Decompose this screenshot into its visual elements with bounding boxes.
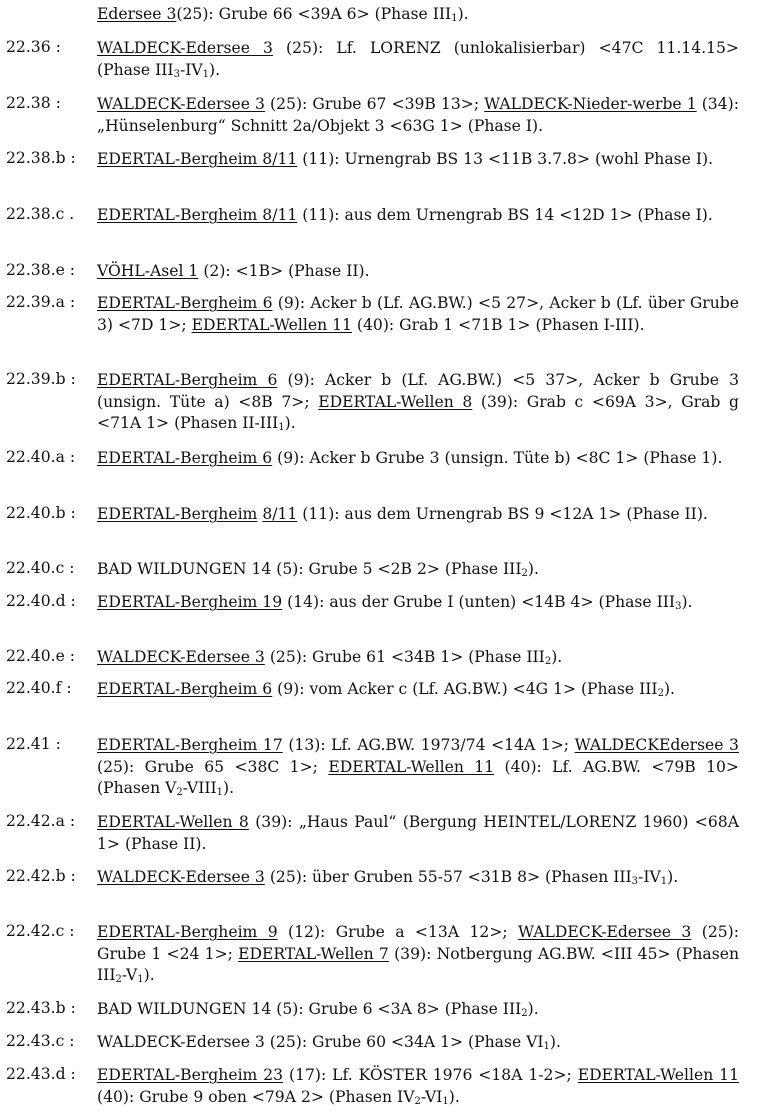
text-segment: (9): Acker b (Lf. AG.BW.) <5 27>, Acker b (Lf. über Grube 3) <7D 1>; xyxy=(97,294,739,334)
phase-subscript: 2 xyxy=(521,568,528,579)
entry-number: 22.39.a : xyxy=(6,293,76,311)
text-segment: BAD WILDUNGEN 14 (5): Grube 6 <3A 8> (Phase III xyxy=(97,1000,522,1018)
text-segment: ). xyxy=(143,966,155,984)
phase-subscript: 1 xyxy=(442,1095,449,1107)
text-segment: (9): Acker b (Lf. AG.BW.) <5 37>, Acker b Grube 3 (unsign. Tüte a) <8B 7>; xyxy=(97,371,739,411)
text-segment: (40): Grube 9 oben <79A 2> (Phasen IV xyxy=(97,1087,415,1106)
site-reference: EDERTAL-Wellen 11 xyxy=(577,1066,739,1084)
phase-subscript: 2 xyxy=(521,1008,528,1019)
text-segment: ). xyxy=(209,60,221,79)
text-segment: (11): aus dem Urnengrab BS 9 <12A 1> (Phase II). xyxy=(297,505,708,523)
entry-text xyxy=(97,592,739,614)
text-segment: (14): aus der Grube I (unten) <14B 4> (Phase III xyxy=(282,593,676,611)
phase-subscript: 2 xyxy=(176,787,183,798)
entry-number: 22.40.e : xyxy=(6,647,76,665)
entry-number: 22.43.d : xyxy=(6,1065,76,1083)
text-segment: (11): Urnengrab BS 13 <11B 3.7.8> (wohl Phase I). xyxy=(297,150,714,168)
entry-number: 22.42.a : xyxy=(6,812,76,830)
entry-number: 22.38.c . xyxy=(6,205,75,223)
entry-text xyxy=(97,1065,739,1108)
entry-text xyxy=(97,504,739,526)
entry-number: 22.40.c : xyxy=(6,559,75,577)
text-segment: -IV xyxy=(179,60,203,79)
entry-text xyxy=(97,4,739,26)
site-reference: VÖHL-Asel 1 xyxy=(97,262,199,280)
text-segment: (25): Lf. LORENZ (unlokalisierbar) <47C 11.14.15> (Phase III xyxy=(97,39,739,79)
entry-number: 22.40.f : xyxy=(6,679,72,697)
site-reference: EDERTAL-Bergheim xyxy=(97,505,258,523)
text-segment: WALDECK-Edersee 3 (25): Grube 60 <34A 1> (Phase VI xyxy=(97,1033,544,1051)
text-segment: (17): Lf. KÖSTER 1976 <18A 1-2>; xyxy=(283,1066,578,1084)
site-reference: EDERTAL-Bergheim 6 xyxy=(97,680,273,698)
site-reference: EDERTAL-Bergheim 9 xyxy=(97,923,278,941)
site-reference: EDERTAL-Wellen 8 xyxy=(318,392,473,411)
site-reference: Edersee 3 xyxy=(97,5,177,23)
text-segment: (40): Lf. AG.BW. <79B 10> (Phasen V xyxy=(97,757,739,797)
site-reference: EDERTAL-Bergheim 6 xyxy=(97,294,273,312)
entry-text xyxy=(97,149,739,171)
phase-subscript: 2 xyxy=(544,656,552,667)
phase-subscript: 3 xyxy=(173,68,180,80)
entry-number: 22.39.b : xyxy=(6,370,76,388)
entry-number: 22.38 : xyxy=(6,94,61,112)
entry-text xyxy=(97,812,739,855)
entry-number: 22.42.c : xyxy=(6,922,75,940)
site-reference: EDERTAL-Wellen 7 xyxy=(238,944,389,963)
entry-text xyxy=(97,1032,739,1054)
site-reference: EDERTAL-Bergheim 6 xyxy=(97,371,278,389)
phase-subscript: 1 xyxy=(216,787,224,798)
entry-number: 22.40.b : xyxy=(6,504,76,522)
text-segment: ). xyxy=(549,1033,561,1051)
text-segment: (11): aus dem Urnengrab BS 14 <12D 1> (Phase I). xyxy=(297,206,713,224)
entry-number: 22.42.b : xyxy=(6,867,76,885)
text-segment: -VIII xyxy=(182,779,217,797)
text-segment: (25): Grube 65 <38C 1>; xyxy=(97,757,329,776)
text-segment: (2): <1B> (Phase II). xyxy=(198,262,370,280)
entry-text xyxy=(97,448,739,470)
phase-subscript: 2 xyxy=(115,974,122,985)
entry-text xyxy=(97,205,739,227)
entry-text xyxy=(97,293,739,336)
text-segment: (39): Notbergung AG.BW. <III 45> (Phasen III xyxy=(97,944,739,984)
text-segment: (39): Grab c <69A 3>, Grab g <71A 1> (Phasen II-III xyxy=(97,392,739,432)
phase-subscript: 2 xyxy=(657,688,664,699)
phase-subscript: 1 xyxy=(137,974,144,985)
text-segment: (40): Grab 1 <71B 1> (Phasen I-III). xyxy=(351,315,645,334)
entry-text xyxy=(97,735,739,800)
text-segment: (12): Grube a <13A 12>; xyxy=(277,923,519,941)
text-segment: -IV xyxy=(638,868,661,886)
text-segment: (13): Lf. AG.BW. 1973/74 <14A 1>; xyxy=(282,736,575,754)
site-reference: WALDECKEdersee 3 xyxy=(574,736,739,754)
text-segment: (25): Grube 67 <39B 13>; xyxy=(264,95,485,113)
entry-number: 22.41 : xyxy=(6,735,61,753)
text-segment: ). xyxy=(681,593,693,611)
text-segment: (25): Grube 61 <34B 1> (Phase III xyxy=(264,648,545,666)
site-reference: 8/11 xyxy=(262,505,298,523)
phase-subscript: 1 xyxy=(543,1041,550,1052)
site-reference: EDERTAL-Wellen 11 xyxy=(328,757,495,776)
entry-number: 22.43.b : xyxy=(6,999,76,1017)
text-segment: ). xyxy=(527,1000,539,1018)
site-reference: WALDECK-Edersee 3 xyxy=(97,95,265,113)
text-segment: -V xyxy=(121,966,138,984)
site-reference: EDERTAL-Bergheim 17 xyxy=(97,736,283,754)
entry-text xyxy=(97,370,739,435)
text-segment: (25): über Gruben 55-57 <31B 8> (Phasen III xyxy=(264,868,632,886)
entry-number: 22.40.d : xyxy=(6,592,76,610)
site-reference: EDERTAL-Bergheim 19 xyxy=(97,593,283,611)
text-segment: (25): Grube 1 <24 1>; xyxy=(97,923,739,963)
phase-subscript: 1 xyxy=(202,68,210,80)
phase-subscript: 3 xyxy=(675,601,682,612)
entry-text xyxy=(97,261,739,283)
phase-subscript: 1 xyxy=(278,422,285,433)
phase-subscript: 1 xyxy=(660,876,668,887)
site-reference: EDERTAL-Wellen 8 xyxy=(97,813,249,831)
site-reference: EDERTAL-Wellen 11 xyxy=(191,315,352,334)
site-reference: EDERTAL-Bergheim 23 xyxy=(97,1066,284,1084)
text-segment: (39): „Haus Paul“ (Bergung HEINTEL/LORENZ 1960) <68A 1> (Phase II). xyxy=(97,813,739,853)
text-segment: ). xyxy=(457,5,469,23)
entry-number: 22.38.e : xyxy=(6,261,76,279)
entry-text xyxy=(97,922,739,987)
text-segment: ). xyxy=(448,1087,460,1106)
text-segment: ). xyxy=(284,414,296,432)
entry-text xyxy=(97,38,739,81)
site-reference: WALDECK-Edersee 3 xyxy=(518,923,692,941)
phase-subscript: 1 xyxy=(451,13,458,24)
entry-number: 22.36 : xyxy=(6,38,61,56)
text-segment: (34): „Hünselenburg“ Schnitt 2a/Objekt 3 <63G 1> (Phase I). xyxy=(97,95,739,135)
text-segment: ). xyxy=(223,779,235,797)
phase-subscript: 3 xyxy=(631,876,639,887)
text-segment: ). xyxy=(667,868,679,886)
text-segment: ). xyxy=(663,680,675,698)
entry-number: 22.38.b : xyxy=(6,149,76,167)
entry-text xyxy=(97,679,739,701)
text-segment: (9): vom Acker c (Lf. AG.BW.) <4G 1> (Phase III xyxy=(272,680,658,698)
phase-subscript: 2 xyxy=(414,1095,421,1107)
site-reference: WALDECK-Edersee 3 xyxy=(97,648,265,666)
site-reference: EDERTAL-Bergheim 8/11 xyxy=(97,206,298,224)
text-segment: BAD WILDUNGEN 14 (5): Grube 5 <2B 2> (Phase III xyxy=(97,560,522,578)
entry-number: 22.40.a : xyxy=(6,448,76,466)
entry-text xyxy=(97,999,739,1021)
entry-text xyxy=(97,94,739,137)
text-segment: (9): Acker b Grube 3 (unsign. Tüte b) <8C 1> (Phase 1). xyxy=(272,449,723,467)
text-segment: ). xyxy=(551,648,563,666)
text-segment: ). xyxy=(527,560,539,578)
site-reference: EDERTAL-Bergheim 6 xyxy=(97,449,273,467)
text-segment: -VI xyxy=(420,1087,443,1106)
entry-text xyxy=(97,559,739,581)
site-reference: WALDECK-Edersee 3 xyxy=(97,39,273,57)
site-reference: WALDECK-Edersee 3 xyxy=(97,868,265,886)
site-reference: WALDECK-Nieder-werbe 1 xyxy=(484,95,697,113)
site-reference: EDERTAL-Bergheim 8/11 xyxy=(97,150,298,168)
entry-text xyxy=(97,647,739,669)
entry-text xyxy=(97,867,739,889)
entry-number: 22.43.c : xyxy=(6,1032,75,1050)
text-segment: (25): Grube 66 <39A 6> (Phase III xyxy=(176,5,452,23)
